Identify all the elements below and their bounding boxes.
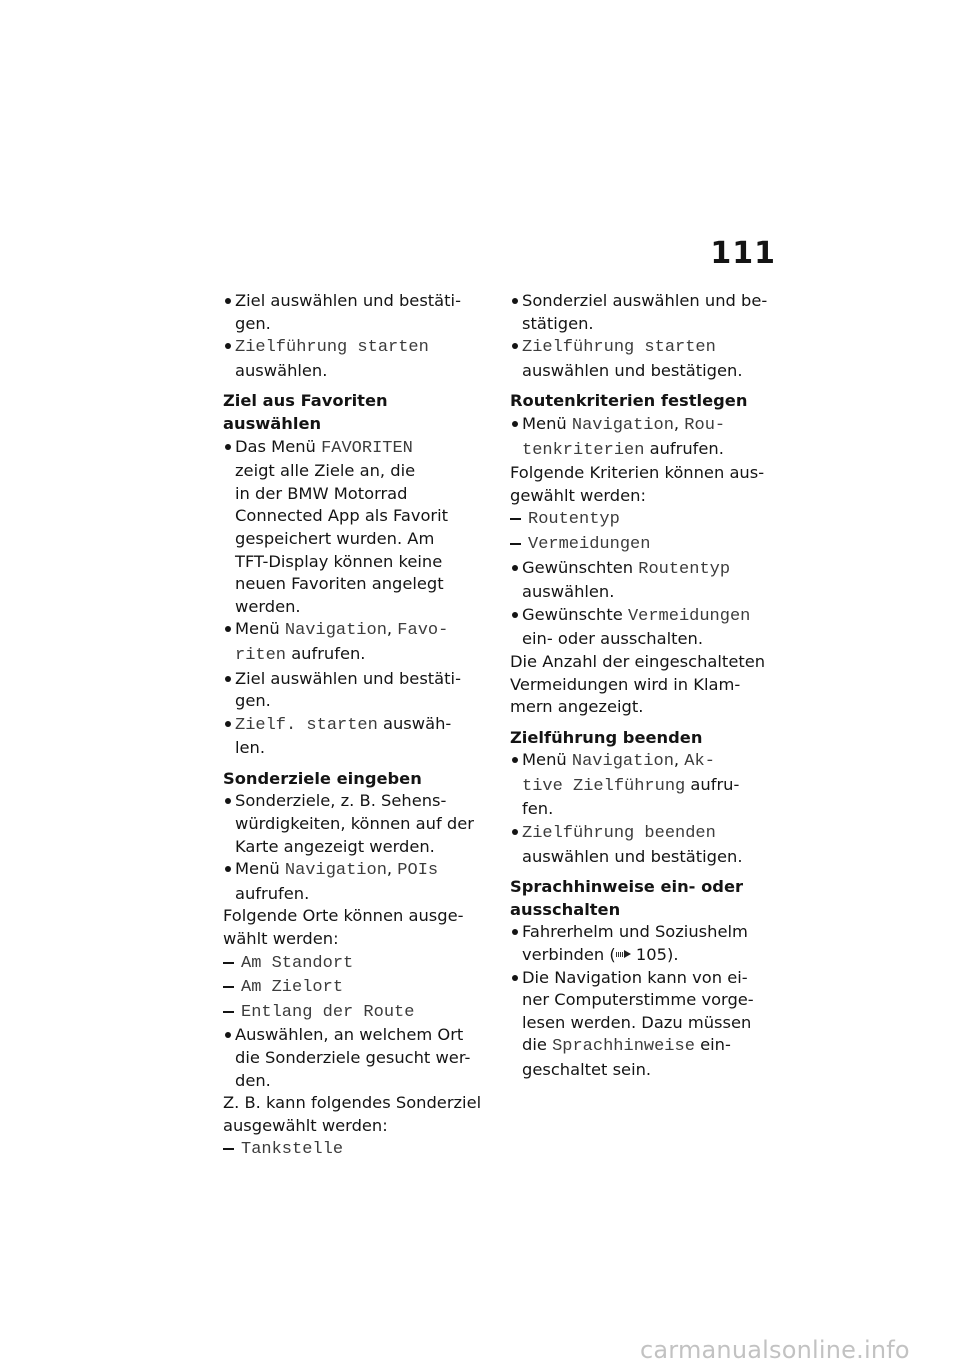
menu-term: Routentyp: [638, 559, 731, 579]
list-item: Zielführung starten auswählen und bestätigen.: [510, 335, 782, 382]
menu-term: Zielführung starten: [522, 338, 716, 358]
list-item: Die Navigation kann von ei- ner Computerstimme vorge- lesen werden. Dazu müssen die Sprachhinweise ein- geschaltet sein.: [510, 967, 782, 1082]
list-item: Menü Navigation, Ak- tive Zielführung aufru- fen.: [510, 749, 782, 821]
page-reference-arrow-icon: [616, 950, 631, 959]
dash-item: Am Standort: [223, 951, 491, 976]
menu-term: riten: [235, 645, 287, 665]
menu-term: Vermeidungen: [627, 606, 751, 626]
section-heading: Ziel aus Favoriten auswählen: [223, 391, 388, 433]
list-item: Gewünschte Vermeidungen ein- oder ausschalten.: [510, 604, 782, 651]
list-item: Auswählen, an welchem Ort die Sonderziele gesucht wer- den.: [223, 1024, 491, 1092]
page-number: 111: [710, 236, 776, 271]
list-item: Fahrerhelm und Soziushelm verbinden ( 105).: [510, 921, 782, 966]
list-item: Gewünschten Routentyp auswählen.: [510, 557, 782, 604]
dash-item: Tankstelle: [223, 1137, 491, 1162]
paragraph: Z. B. kann folgendes Sonderziel ausgewählt werden:: [223, 1093, 482, 1135]
list-item: Zielführung beenden auswählen und bestätigen.: [510, 821, 782, 868]
list-item: Menü Navigation, Rou- tenkriterien aufrufen.: [510, 413, 782, 462]
dash-item: Entlang der Route: [223, 1000, 491, 1025]
left-column: [223, 290, 491, 1162]
menu-term: FAVORITEN: [321, 438, 413, 458]
list-item: Zielf. starten auswäh- len.: [223, 713, 491, 760]
menu-term: Favo-: [397, 621, 449, 641]
menu-term: Sprachhinweise: [552, 1037, 695, 1057]
section-heading: Sprachhinweise ein- oder ausschalten: [510, 877, 744, 919]
list-item: Menü Navigation, Favo- riten aufrufen.: [223, 618, 491, 667]
dash-item: Am Zielort: [223, 975, 491, 1000]
paragraph: Die Anzahl der eingeschalteten Vermeidungen wird in Klam- mern angezeigt.: [510, 651, 766, 717]
menu-term: Navigation: [571, 752, 674, 772]
list-item: Ziel auswählen und bestäti- gen.: [223, 668, 491, 713]
menu-term: tenkriterien: [522, 440, 645, 460]
menu-term: Navigation: [571, 415, 674, 435]
list-item: Ziel auswählen und bestäti- gen.: [223, 290, 491, 335]
list-item: Sonderziel auswählen und be- stätigen.: [510, 290, 782, 335]
menu-term: Zielführung beenden: [522, 824, 716, 844]
menu-term: tive Zielführung: [522, 776, 686, 796]
menu-term: Zielf. starten: [235, 715, 378, 735]
dash-item: Routentyp: [510, 507, 782, 532]
section-heading: Sonderziele eingeben: [223, 768, 422, 788]
paragraph: Folgende Kriterien können aus- gewählt werden:: [510, 463, 765, 505]
list-item: Sonderziele, z. B. Sehens- würdigkeiten, können auf der Karte angezeigt werden.: [223, 790, 491, 858]
menu-term: Navigation: [284, 861, 387, 881]
menu-term: Zielführung starten: [235, 338, 429, 358]
menu-term: POIs: [397, 861, 439, 881]
list-item: Menü Navigation, POIs aufrufen.: [223, 858, 491, 905]
paragraph: Folgende Orte können ausge- wählt werden:: [223, 906, 464, 949]
menu-term: Navigation: [284, 621, 387, 641]
footer-watermark: carmanualsonline.info: [640, 1336, 910, 1364]
section-heading: Routenkriterien festlegen: [510, 391, 748, 411]
menu-term: Rou-: [684, 415, 726, 435]
list-item: Zielführung starten auswählen.: [223, 335, 491, 382]
menu-term: Ak-: [684, 752, 715, 772]
list-item: Das Menü FAVORITEN zeigt alle Ziele an, die in der BMW Motorrad Connected App als Favorit gespeichert wurden. Am TFT-Display können keine neuen Favoriten angelegt werden.: [223, 436, 491, 619]
dash-item: Vermeidungen: [510, 532, 782, 557]
right-column: [510, 290, 782, 1082]
section-heading: Zielführung beenden: [510, 727, 703, 747]
